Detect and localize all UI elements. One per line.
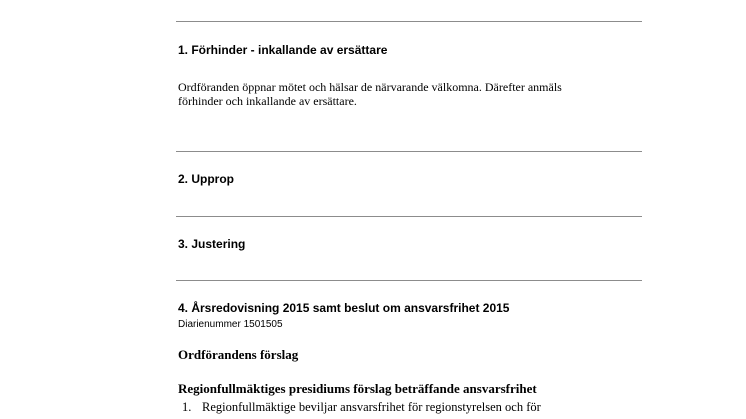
- section-body-forhinder: [178, 80, 640, 108]
- subheading-presidiums-forslag: Regionfullmäktiges presidiums förslag beträffande ansvarsfrihet: [178, 381, 537, 396]
- diarienummer: Diarienummer 1501505: [178, 319, 283, 330]
- section-heading-upprop: 2. Upprop: [178, 172, 234, 186]
- section-divider: [176, 151, 642, 152]
- section-heading-justering: 3. Justering: [178, 237, 246, 251]
- section-heading-arsredovisning: 4. Årsredovisning 2015 samt beslut om ansvarsfrihet 2015: [178, 301, 510, 315]
- list-item: [182, 400, 642, 415]
- section-divider: [176, 216, 642, 217]
- body-line: Ordföranden öppnar mötet och hälsar de närvarande välkomna. Därefter anmäls: [178, 80, 562, 94]
- section-divider: [176, 21, 642, 22]
- section-heading-forhinder: 1. Förhinder - inkallande av ersättare: [178, 43, 388, 57]
- subheading-ordforandens-forslag: Ordförandens förslag: [178, 347, 299, 362]
- body-line: förhinder och inkallande av ersättare.: [178, 94, 357, 108]
- list-item-number: 1.: [182, 400, 192, 414]
- section-divider: [176, 280, 642, 281]
- list-item-text: Regionfullmäktige beviljar ansvarsfrihet för regionstyrelsen och för: [202, 400, 541, 414]
